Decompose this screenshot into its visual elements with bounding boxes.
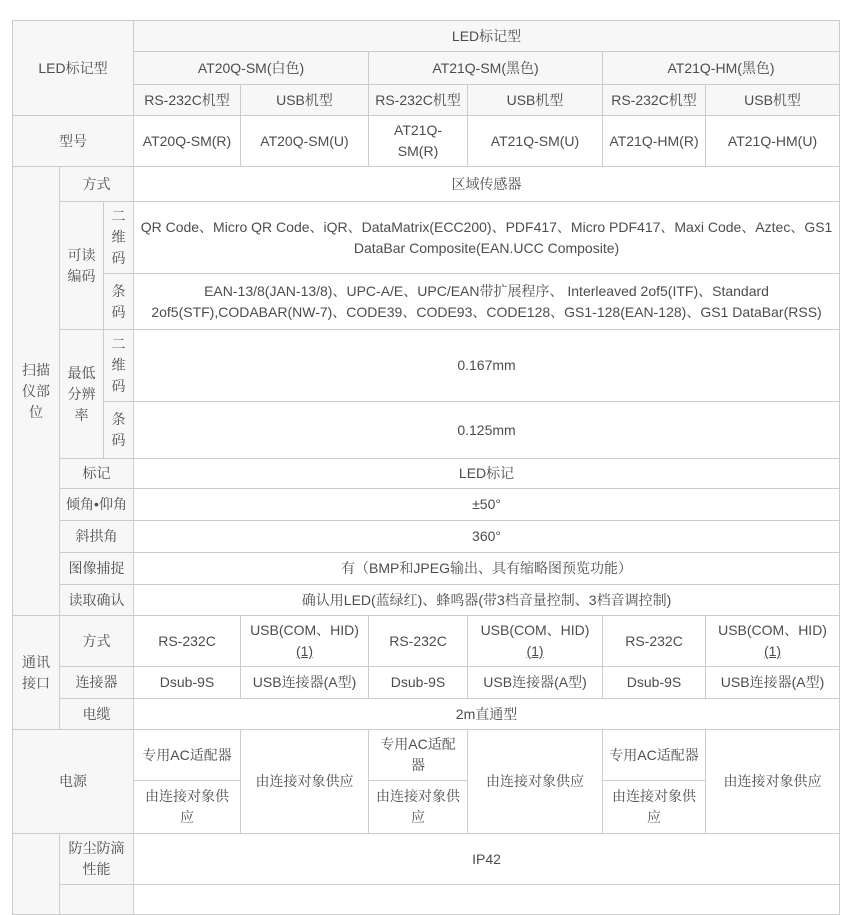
codes-label: 可读编码 <box>60 202 104 330</box>
comm-group-label: 通讯接口 <box>13 616 60 730</box>
connector-cell-4: USB连接器(A型) <box>468 667 603 699</box>
resolution-2d-label: 二维码 <box>104 330 134 402</box>
comm-usb-text: USB(COM、HID) <box>480 622 590 638</box>
codes-bar-label: 条码 <box>104 274 134 330</box>
model-cell-4: AT21Q-SM(U) <box>468 116 603 167</box>
image-capture-label: 图像捕捉 <box>60 553 134 585</box>
power-host-rs232c-3: 由连接对象供应 <box>603 781 706 834</box>
read-confirm-label: 读取确认 <box>60 585 134 616</box>
dustproof-value: IP42 <box>134 834 840 885</box>
clipped-row <box>13 885 840 915</box>
comm-connector-row <box>13 667 840 699</box>
power-label: 电源 <box>13 730 134 834</box>
marking-value: LED标记 <box>134 459 840 489</box>
resolution-label: 最低分辨率 <box>60 330 104 459</box>
connector-cell-5: Dsub-9S <box>603 667 706 699</box>
resolution-bar-value: 0.125mm <box>134 402 840 459</box>
resolution-bar-label: 条码 <box>104 402 134 459</box>
skew-value: 360° <box>134 521 840 553</box>
power-row-1 <box>13 730 840 781</box>
scanner-group-label: 扫描仪部位 <box>13 167 60 616</box>
header-row-interfaces <box>13 85 840 116</box>
series-at21q-hm: AT21Q-HM(黑色) <box>603 52 840 85</box>
comm-method-usb-3 <box>706 616 840 667</box>
model-cell-5: AT21Q-HM(R) <box>603 116 706 167</box>
resolution-2d-row <box>13 330 840 402</box>
power-host-usb-2: 由连接对象供应 <box>468 730 603 834</box>
scanner-method-row <box>13 167 840 202</box>
env-group-label <box>13 834 60 915</box>
connector-cell-6: USB连接器(A型) <box>706 667 840 699</box>
marking-row <box>13 459 840 489</box>
power-adapter-2: 专用AC适配器 <box>369 730 468 781</box>
power-host-rs232c-1: 由连接对象供应 <box>134 781 241 834</box>
marking-label: 标记 <box>60 459 134 489</box>
image-capture-row <box>13 553 840 585</box>
skew-label: 斜拱角 <box>60 521 134 553</box>
dustproof-row <box>13 834 840 885</box>
codes-bar-row <box>13 274 840 330</box>
tilt-value: ±50° <box>134 489 840 521</box>
connector-cell-3: Dsub-9S <box>369 667 468 699</box>
model-row <box>13 116 840 167</box>
tilt-label: 倾角•仰角 <box>60 489 134 521</box>
interface-col-1: RS-232C机型 <box>134 85 241 116</box>
interface-col-4: USB机型 <box>468 85 603 116</box>
clipped-label-cell <box>60 885 134 915</box>
power-adapter-1: 专用AC适配器 <box>134 730 241 781</box>
connector-cell-1: Dsub-9S <box>134 667 241 699</box>
comm-usb-text: USB(COM、HID) <box>250 622 359 638</box>
comm-method-rs232c-1: RS-232C <box>134 616 241 667</box>
codes-2d-row <box>13 202 840 274</box>
connector-cell-2: USB连接器(A型) <box>241 667 369 699</box>
model-cell-3: AT21Q-SM(R) <box>369 116 468 167</box>
image-capture-value: 有（BMP和JPEG输出、具有缩略图预览功能） <box>134 553 840 585</box>
read-confirm-row <box>13 585 840 616</box>
interface-col-2: USB机型 <box>241 85 369 116</box>
comm-connector-label: 连接器 <box>60 667 134 699</box>
power-host-usb-3: 由连接对象供应 <box>706 730 840 834</box>
model-cell-6: AT21Q-HM(U) <box>706 116 840 167</box>
comm-cable-label: 电缆 <box>60 699 134 730</box>
power-host-rs232c-2: 由连接对象供应 <box>369 781 468 834</box>
power-adapter-3: 专用AC适配器 <box>603 730 706 781</box>
footnote-1-link[interactable]: (1) <box>295 643 314 659</box>
comm-method-usb-2 <box>468 616 603 667</box>
codes-bar-value: EAN-13/8(JAN-13/8)、UPC-A/E、UPC/EAN带扩展程序、 Interleaved 2of5(ITF)、Standard 2of5(STF),CODABAR(NW-7)、CODE39、CODE93、CODE128、GS1-128(EAN-128)、GS1 DataBar(RSS) <box>134 274 840 330</box>
model-cell-1: AT20Q-SM(R) <box>134 116 241 167</box>
interface-col-3: RS-232C机型 <box>369 85 468 116</box>
dustproof-label: 防尘防滴性能 <box>60 834 134 885</box>
model-cell-2: AT20Q-SM(U) <box>241 116 369 167</box>
read-confirm-value: 确认用LED(蓝绿红)、蜂鸣器(带3档音量控制、3档音调控制) <box>134 585 840 616</box>
comm-method-usb-1 <box>241 616 369 667</box>
codes-2d-label: 二维码 <box>104 202 134 274</box>
series-at21q-sm: AT21Q-SM(黑色) <box>369 52 603 85</box>
footnote-1-link[interactable]: (1) <box>526 643 544 659</box>
codes-2d-value: QR Code、Micro QR Code、iQR、DataMatrix(ECC200)、PDF417、Micro PDF417、Maxi Code、Aztec、GS1 DataBar Composite(EAN.UCC Composite) <box>134 202 840 274</box>
series-at20q-sm: AT20Q-SM(白色) <box>134 52 369 85</box>
resolution-2d-value: 0.167mm <box>134 330 840 402</box>
resolution-bar-row <box>13 402 840 459</box>
tilt-row <box>13 489 840 521</box>
comm-usb-text: USB(COM、HID) <box>718 622 827 638</box>
comm-method-row <box>13 616 840 667</box>
comm-cable-value: 2m直通型 <box>134 699 840 730</box>
comm-method-rs232c-2: RS-232C <box>369 616 468 667</box>
comm-method-label: 方式 <box>60 616 134 667</box>
footnote-1-link[interactable]: (1) <box>763 643 782 659</box>
spec-table <box>12 20 840 915</box>
header-row-series <box>13 52 840 85</box>
comm-method-rs232c-3: RS-232C <box>603 616 706 667</box>
model-label: 型号 <box>13 116 134 167</box>
interface-col-6: USB机型 <box>706 85 840 116</box>
interface-col-5: RS-232C机型 <box>603 85 706 116</box>
power-host-usb-1: 由连接对象供应 <box>241 730 369 834</box>
comm-cable-row <box>13 699 840 730</box>
clipped-value-cell <box>134 885 840 915</box>
header-row-banner <box>13 21 840 52</box>
scanner-method-value: 区域传感器 <box>134 167 840 202</box>
header-banner: LED标记型 <box>134 21 840 52</box>
skew-row <box>13 521 840 553</box>
scanner-method-label: 方式 <box>60 167 134 202</box>
header-group-label: LED标记型 <box>13 21 134 116</box>
